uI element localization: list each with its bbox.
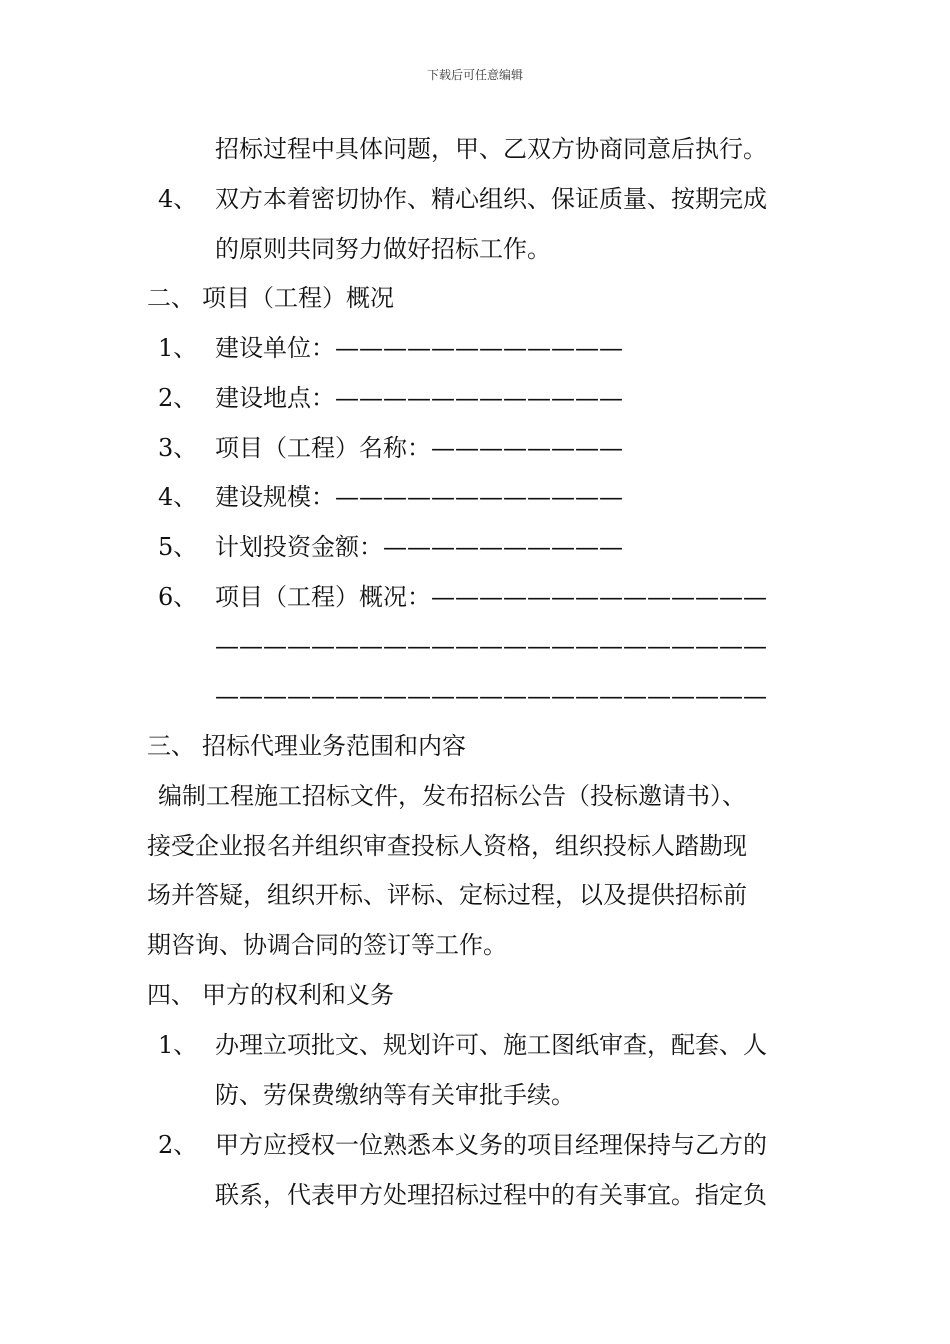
line-text: 甲方应授权一位熟悉本义务的项目经理保持与乙方的 <box>215 1131 767 1159</box>
line-text: 建设地点：———————————— <box>215 384 623 412</box>
section-number: 四、 <box>147 981 195 1009</box>
line-text: ——————————————————————— <box>215 632 767 660</box>
list-number: 3、 <box>158 434 198 462</box>
section-title: 招标代理业务范围和内容 <box>202 732 466 760</box>
list-number: 5、 <box>158 533 198 561</box>
list-number: 4、 <box>158 483 198 511</box>
line-text: 接受企业报名并组织审查投标人资格，组织投标人踏勘现 <box>147 832 747 860</box>
list-number: 4、 <box>158 185 198 213</box>
list-number: 1、 <box>158 1031 198 1059</box>
line-text: 编制工程施工招标文件，发布招标公告（投标邀请书）、 <box>158 782 746 810</box>
page-header: 下载后可任意编辑 <box>426 68 523 82</box>
line-text: 联系，代表甲方处理招标过程中的有关事宜。指定负 <box>215 1181 767 1209</box>
section-title: 项目（工程）概况 <box>202 284 394 312</box>
line-text: 建设单位：———————————— <box>215 334 623 362</box>
list-number: 1、 <box>158 334 198 362</box>
line-text: 招标过程中具体问题，甲、乙双方协商同意后执行。 <box>215 135 767 163</box>
section-number: 三、 <box>147 732 195 760</box>
line-text: ——————————————————————— <box>215 682 767 710</box>
list-number: 6、 <box>158 583 198 611</box>
list-number: 2、 <box>158 384 198 412</box>
line-text: 期咨询、协调合同的签订等工作。 <box>147 931 507 959</box>
line-text: 项目（工程）概况：—————————————— <box>215 583 767 611</box>
line-text: 防、劳保费缴纳等有关审批手续。 <box>215 1081 575 1109</box>
list-number: 2、 <box>158 1131 198 1159</box>
line-text: 建设规模：———————————— <box>215 483 623 511</box>
section-title: 甲方的权利和义务 <box>202 981 394 1009</box>
line-text: 场并答疑，组织开标、评标、定标过程，以及提供招标前 <box>147 881 747 909</box>
section-number: 二、 <box>147 284 195 312</box>
line-text: 的原则共同努力做好招标工作。 <box>215 235 551 263</box>
line-text: 计划投资金额：—————————— <box>215 533 623 561</box>
line-text: 项目（工程）名称：———————— <box>215 434 623 462</box>
line-text: 办理立项批文、规划许可、施工图纸审查，配套、人 <box>215 1031 767 1059</box>
line-text: 双方本着密切协作、精心组织、保证质量、按期完成 <box>215 185 767 213</box>
